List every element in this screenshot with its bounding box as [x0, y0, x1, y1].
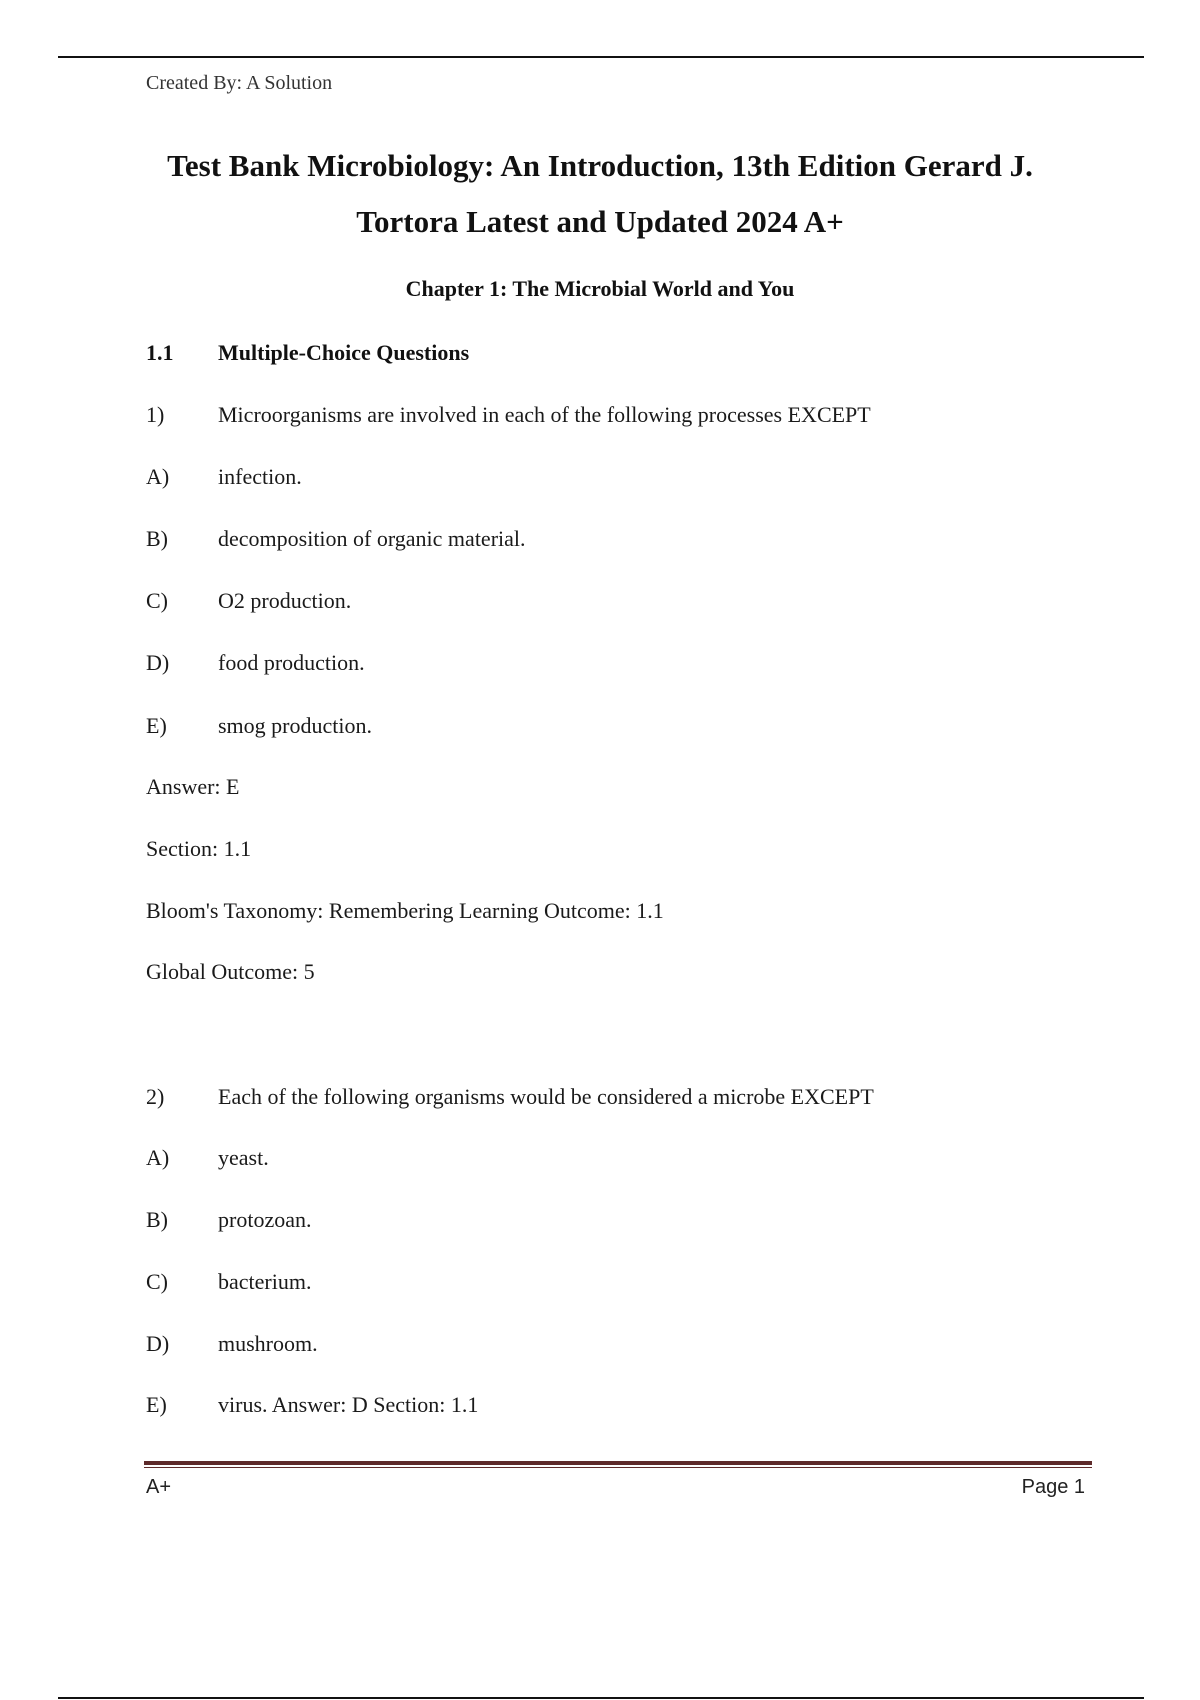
option-label: D)	[146, 1331, 170, 1356]
section-number: 1.1	[146, 340, 174, 365]
option-text: yeast.	[218, 1145, 269, 1170]
option-label: E)	[146, 713, 167, 738]
document-title	[130, 138, 1070, 250]
bottom-rule	[58, 1697, 1144, 1699]
option-text: virus. Answer: D Section: 1.1	[218, 1392, 479, 1417]
section-title: Multiple-Choice Questions	[218, 340, 470, 365]
option-text: mushroom.	[218, 1331, 318, 1356]
option-text: protozoan.	[218, 1207, 312, 1232]
option-text: decomposition of organic material.	[218, 526, 526, 551]
option-text: bacterium.	[218, 1269, 312, 1294]
question-text: Microorganisms are involved in each of the following processes EXCEPT	[218, 402, 871, 427]
option-label: E)	[146, 1392, 167, 1417]
question-text: Each of the following organisms would be considered a microbe EXCEPT	[218, 1084, 874, 1109]
q1-section: Section: 1.1	[146, 836, 252, 861]
title-line-1: Test Bank Microbiology: An Introduction, 13th Edition Gerard J.	[167, 148, 1033, 183]
title-line-2: Tortora Latest and Updated 2024 A+	[356, 204, 844, 239]
option-text: smog production.	[218, 713, 372, 738]
option-label: C)	[146, 588, 168, 613]
option-label: B)	[146, 1207, 168, 1232]
chapter-heading: Chapter 1: The Microbial World and You	[405, 276, 795, 301]
footer-rule	[144, 1461, 1092, 1469]
question-number: 1)	[146, 402, 165, 427]
option-label: A)	[146, 1145, 170, 1170]
option-label: B)	[146, 526, 168, 551]
option-label: A)	[146, 464, 170, 489]
page-number: Page 1	[1021, 1476, 1085, 1498]
created-by-header: Created By: A Solution	[146, 72, 333, 94]
footer-rule-thin	[144, 1467, 1092, 1468]
top-rule	[58, 56, 1144, 58]
q1-answer: Answer: E	[146, 774, 240, 799]
option-text: infection.	[218, 464, 302, 489]
option-text: food production.	[218, 650, 365, 675]
option-label: D)	[146, 650, 170, 675]
option-text: O2 production.	[218, 588, 352, 613]
option-label: C)	[146, 1269, 168, 1294]
footer-left-text: A+	[146, 1476, 172, 1498]
q1-bloom: Bloom's Taxonomy: Remembering Learning Outcome: 1.1	[146, 898, 664, 923]
footer-rule-thick	[144, 1461, 1092, 1465]
question-number: 2)	[146, 1084, 165, 1109]
q1-global-outcome: Global Outcome: 5	[146, 959, 315, 984]
